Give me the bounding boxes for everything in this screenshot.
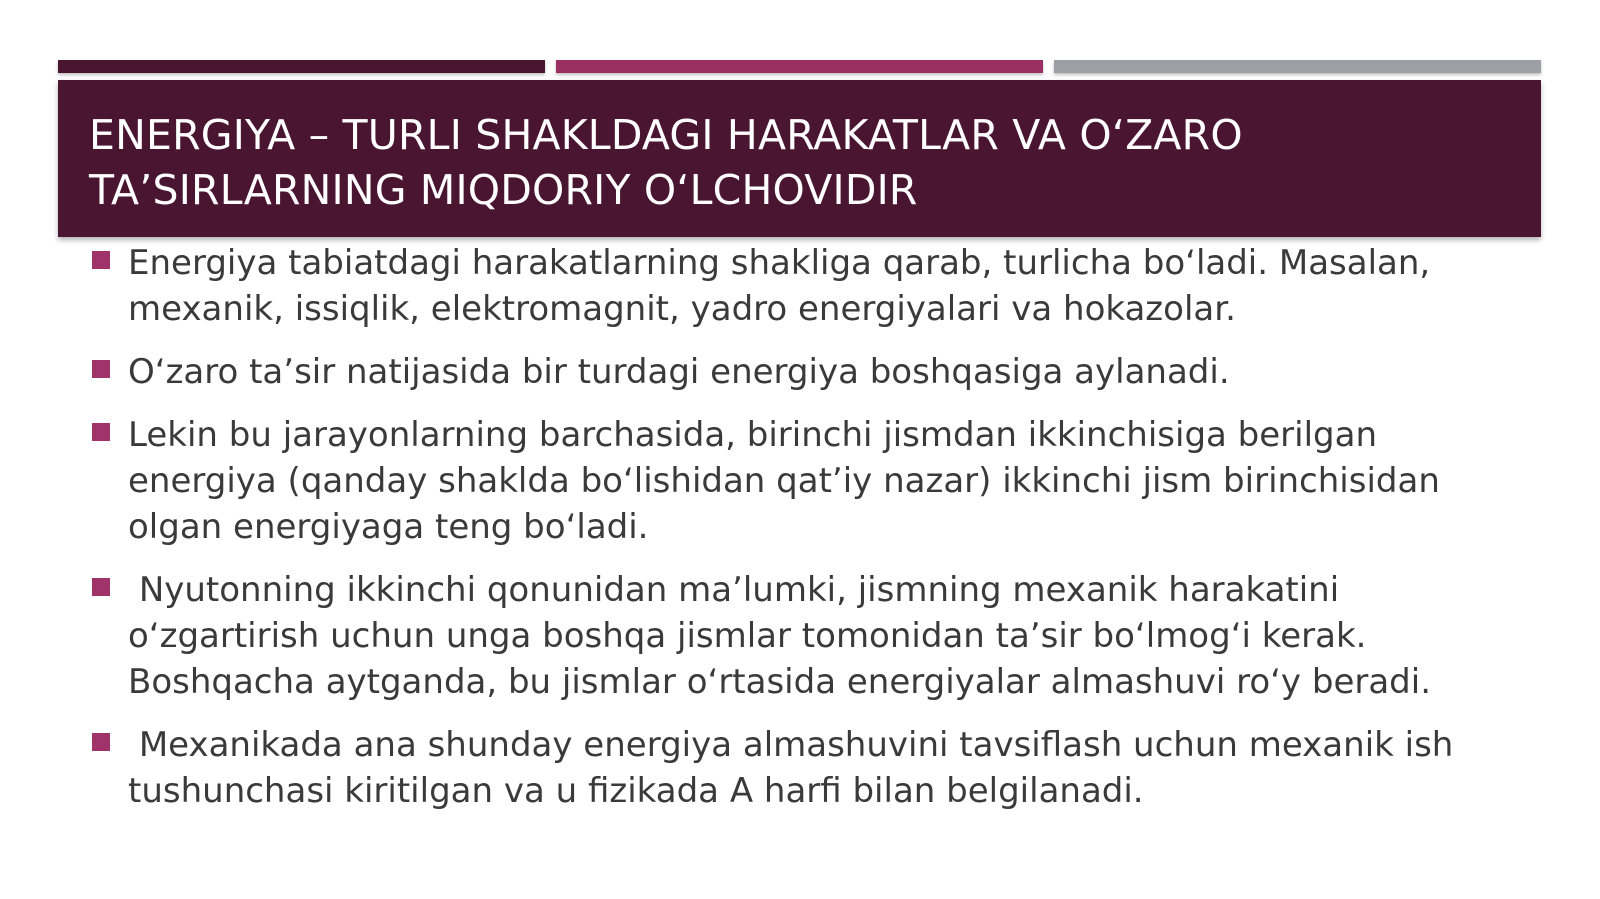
list-item-text: Energiya tabiatdagi harakatlarning shakliga qarab, turlicha bo‘ladi. Masalan, mexanik, issiqlik, elektromagnit, yadro energiyalari va hokazolar. — [128, 243, 1431, 329]
list-item — [92, 240, 1512, 332]
list-item — [92, 412, 1512, 550]
square-bullet-icon — [92, 251, 110, 269]
accent-bar-dark — [58, 60, 545, 73]
list-item — [92, 349, 1512, 395]
slide-title-line-2: TA’SIRLARNING MIQDORIY O‘LCHOVIDIR — [89, 166, 918, 214]
list-item-text: O‘zaro ta’sir natijasida bir turdagi energiya boshqasiga aylanadi. — [128, 352, 1230, 392]
list-item-text: Lekin bu jarayonlarning barchasida, birinchi jismdan ikkinchisiga berilgan energiya (qanday shaklda bo‘lishidan qat’iy nazar) ikkinchi jism birinchisidan olgan energiyaga teng bo‘ladi. — [128, 415, 1440, 547]
title-band — [58, 80, 1541, 237]
list-item — [92, 722, 1512, 814]
list-item-text: Mexanikada ana shunday energiya almashuvini tavsiflash uchun mexanik ish tushunchasi kiritilgan va u fizikada A harfi bilan belgilanadi. — [128, 725, 1465, 811]
square-bullet-icon — [92, 423, 110, 441]
slide-title — [89, 108, 1509, 218]
square-bullet-icon — [92, 578, 110, 596]
list-item-text: Nyutonning ikkinchi qonunidan ma’lumki, jismning mexanik harakatini o‘zgartirish uchun unga boshqa jismlar tomonidan ta’sir bo‘lmog‘i kerak. Boshqacha aytganda, bu jismlar o‘rtasida energiyalar almashuvi ro‘y beradi. — [128, 570, 1432, 702]
accent-bar-magenta — [556, 60, 1043, 73]
list-item — [92, 567, 1512, 705]
slide-title-line-1: ENERGIYA – TURLI SHAKLDAGI HARAKATLAR VA O‘ZARO — [89, 111, 1243, 159]
square-bullet-icon — [92, 733, 110, 751]
square-bullet-icon — [92, 360, 110, 378]
bullet-list — [92, 240, 1512, 831]
accent-bar-gray — [1054, 60, 1541, 73]
